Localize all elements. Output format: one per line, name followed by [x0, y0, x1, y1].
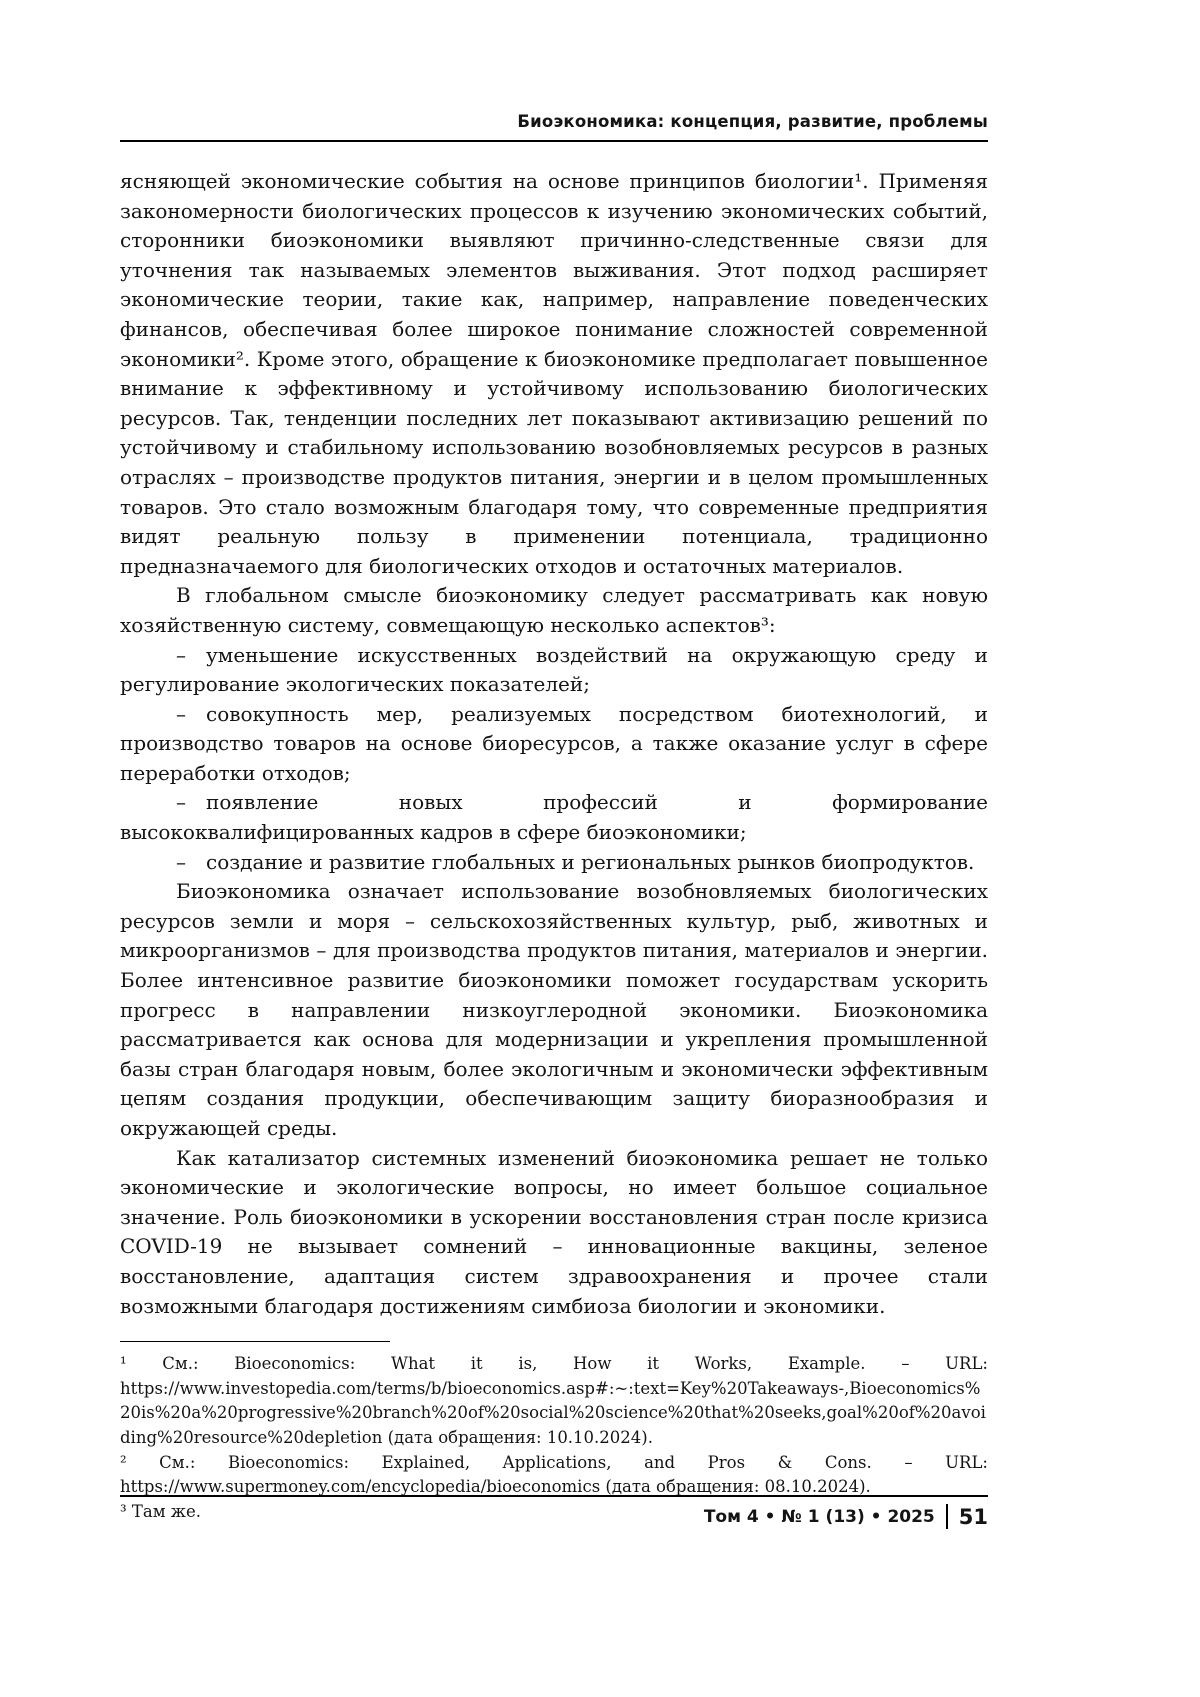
body-paragraph-3: Биоэкономика означает использование возобновляемых биологических ресурсов земли и моря – сельскохозяйственных культур, рыб, животных и микроорганизмов – для производства продуктов питания, материалов и энергии. Более интенсивное развитие биоэкономики поможет государствам ускорить прогресс в направлении низкоуглеродной экономики. Биоэкономика рассматривается как основа для модернизации и укрепления промышленной базы стран благодаря новым, более экологичным и экономически эффективным цепям создания продукции, обеспечивающим защиту биоразнообразия и окружающей среды. [120, 879, 988, 1140]
body-paragraph-2: В глобальном смысле биоэкономику следует рассматривать как новую хозяйственную систему, совмещающую несколько аспектов³: [120, 583, 988, 637]
footnote-separator-rule [120, 1341, 390, 1342]
list-item-2: – совокупность мер, реализуемых посредством биотехнологий, и производство товаров на основе биоресурсов, а также оказание услуг в сфере переработки отходов; [120, 701, 988, 785]
list-item-3: – появление новых профессий и формирование высококвалифицированных кадров в сфере биоэкономики; [120, 790, 988, 845]
list-item-4: – создание и развитие глобальных и региональных рынков биопродуктов. [176, 849, 975, 874]
page-footer [120, 1495, 988, 1529]
page-number: 51 [958, 1504, 988, 1529]
list-item-1: – уменьшение искусственных воздействий на окружающую среду и регулирование экологических показателей; [120, 642, 988, 697]
body-paragraph-4: Как катализатор системных изменений биоэкономика решает не только экономические и экологические вопросы, но имеет большое социальное значение. Роль биоэкономики в ускорении восстановления стран после кризиса COVID-19 не вызывает сомнений – инновационные вакцины, зеленое восстановление, адаптация систем здравоохранения и прочее стали возможными благодаря достижениям симбиоза биологии и экономики. [120, 1145, 988, 1318]
footnote-3: ³ Там же. [120, 1501, 201, 1521]
article-body [120, 167, 988, 1321]
footer-line [120, 1504, 988, 1529]
body-paragraph-1: ясняющей экономические события на основе принципов биологии¹. Применяя закономерности биологических процессов к изучению экономических событий, сторонники биоэкономики выявляют причинно-следственные связи для уточнения так называемых элементов выживания. Этот подход расширяет экономические теории, такие как, например, направление поведенческих финансов, обеспечивая более широкое понимание сложностей современной экономики². Кроме этого, обращение к биоэкономике предполагает повышенное внимание к эффективному и устойчивому использованию биологических ресурсов. Так, тенденции последних лет показывают активизацию решений по устойчивому и стабильному использованию возобновляемых ресурсов в разных отраслях – производстве продуктов питания, энергии и в целом промышленных товаров. Это стало возможным благодаря тому, что современные предприятия видят реальную пользу в применении потенциала, традиционно предназначаемого для биологических отходов и остаточных материалов. [120, 169, 988, 578]
footnote-1: ¹ См.: Bioeconomics: What it is, How it Works, Example. – URL: https://www.investopedia.com/terms/b/bioeconomics.asp#:~:text=Key%20Takeaways-,Bioeconomics%20is%20a%20progressive%20branch%20of%20social%20science%20that%20seeks,goal%20of%20avoiding%20resource%20depletion (дата обращения: 10.10.2024). [120, 1354, 988, 1447]
volume-issue-info: Том 4 • № 1 (13) • 2025 [703, 1506, 935, 1527]
footnote-2: ² См.: Bioeconomics: Explained, Applications, and Pros & Cons. – URL: https://www.supermoney.com/encyclopedia/bioeconomics (дата обращения: 08.10.2024). [120, 1452, 988, 1497]
page-content [120, 0, 988, 1524]
running-header: Биоэкономика: концепция, развитие, проблемы [120, 112, 988, 142]
footer-divider [946, 1504, 948, 1529]
